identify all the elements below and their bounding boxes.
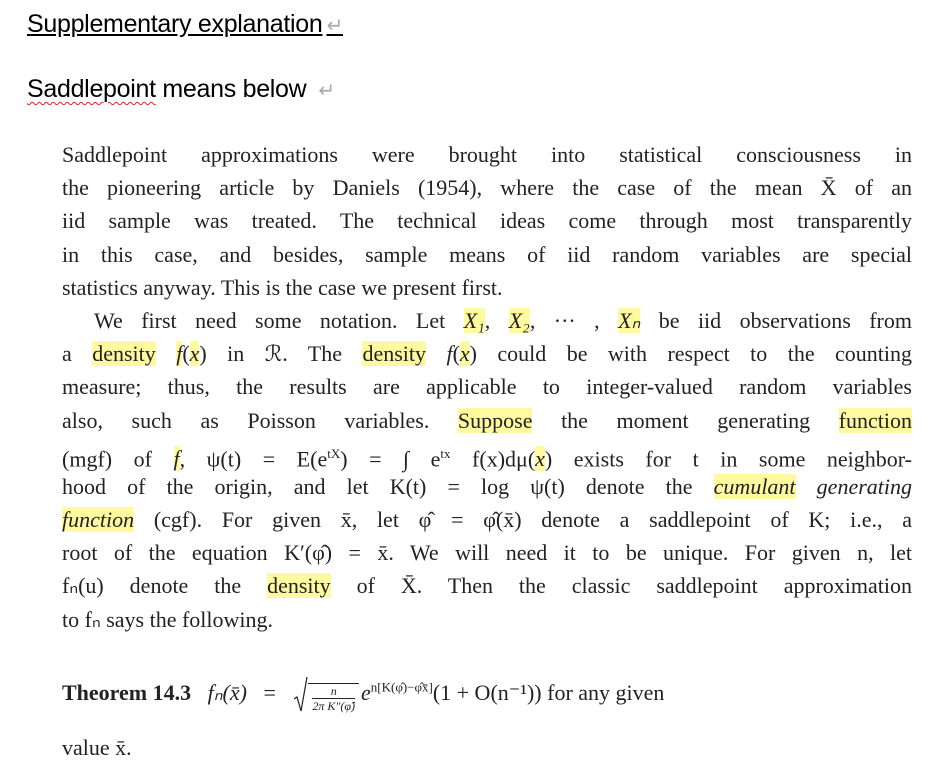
square-root (294, 675, 359, 715)
text-line: We first need some notation. Let X₁, X₂, ··· , Xₙ be iid observations from (94, 307, 912, 333)
highlight: f (173, 446, 180, 472)
text-line: the pioneering article by Daniels (1954), where the case of the mean X̄ of an (62, 175, 912, 201)
text-line: a density f(x) in ℛ. The density f(x) could be with respect to the counting (62, 341, 913, 367)
return-mark-icon: ↵ (318, 80, 335, 102)
highlight: cumulant (713, 473, 796, 499)
fraction: $\frac{n}{\text{2π K″(φ̂)}}$ (308, 683, 359, 713)
text-line: fₙ(u) denote the density of X̄. Then the classic saddlepoint approximation (62, 573, 913, 599)
text-line: Saddlepoint approximations were brought into statistical consciousness in (62, 142, 912, 167)
text-line: statistics anyway. This is the case we present first. (62, 274, 503, 300)
theorem-continuation: value x̄. (62, 735, 132, 760)
misspelled-word: Saddlepoint (27, 75, 156, 103)
highlight: density (267, 573, 331, 599)
text-line: root of the equation K′(φ̂) = x̄. We will need it to be unique. For given n, let (62, 540, 912, 566)
text-line: iid sample was treated. The technical ideas come through most transparently (62, 208, 912, 234)
text-line: also, such as Poisson variables. Suppose the moment generating function (62, 407, 912, 433)
text-line: hood of the origin, and let K(t) = log ψ(t) denote the cumulant generating (62, 473, 912, 499)
highlight: Xₙ (618, 307, 641, 333)
highlight: function (62, 507, 135, 533)
highlight: density (362, 341, 426, 367)
document-title: Supplementary explanation ↵ (27, 10, 343, 38)
text-line: to fₙ says the following. (62, 606, 274, 632)
highlight: x (459, 341, 470, 367)
text-line: measure; thus, the results are applicable to integer-valued random variables (62, 374, 912, 400)
book-excerpt (62, 138, 912, 636)
text-line: in this case, and besides, sample means of iid random variables are special (62, 241, 912, 267)
theorem-label: Theorem 14.3 (62, 680, 192, 706)
text-line: function (cgf). For given x̄, let φ̂ = φ̂(x̄) denote a saddlepoint of K; i.e., a (62, 507, 912, 533)
highlight: function (838, 407, 912, 433)
return-mark-icon: ↵ (326, 15, 343, 37)
highlight: X₁ (463, 307, 485, 333)
highlight: X₂ (508, 307, 530, 333)
highlight: Suppose (457, 407, 533, 433)
text-line: (mgf) of f, $\psi(t) = E(e^{tX})$ = ∫ $e^{tx}$ f(x)dμ(x) exists for t in some neighbor- (62, 445, 912, 472)
theorem-statement: Theorem 14.3 fₙ(x̄) = $\frac{n}{\text{2π K″(φ̂)}}$ $e^{n[K(\varphî)-\varphîx̄]}(1 + O(n^{-1}))$ for any given (62, 675, 664, 715)
document-subtitle: Saddlepoint means below ↵ (27, 75, 335, 103)
highlight: x (189, 341, 200, 367)
highlight: density (92, 341, 156, 367)
radical-sign-icon (294, 675, 308, 715)
highlight: f (176, 341, 183, 367)
highlight: x (535, 446, 545, 472)
